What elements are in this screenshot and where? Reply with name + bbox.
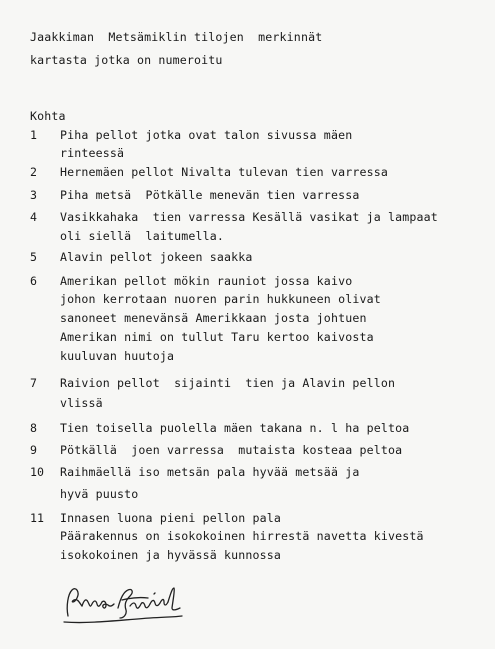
item-text-line: Päärakennus on isokokoinen hirrestä navetta kivestä <box>60 529 424 543</box>
header-line-2: kartasta jotka on numeroitu <box>30 53 223 67</box>
handwritten-signature <box>60 578 210 628</box>
item-text-line: Pötkällä joen varressa mutaista kosteaa peltoa <box>60 443 403 457</box>
item-text-line: oli siellä laitumella. <box>60 229 224 243</box>
item-text-line: kuuluvan huutoja <box>60 349 175 363</box>
item-number: 7 <box>30 376 37 390</box>
item-number: 4 <box>30 210 37 224</box>
item-text-line: Hernemäen pellot Nivalta tulevan tien varressa <box>60 165 388 179</box>
item-text-line: vlissä <box>60 396 103 410</box>
item-text-line: rinteessä <box>60 146 125 160</box>
item-text-line: isokokoinen ja hyvässä kunnossa <box>60 548 282 562</box>
section-label: Kohta <box>30 109 66 123</box>
item-text-line: Piha pellot jotka ovat talon sivussa mäen <box>60 128 353 142</box>
item-number: 2 <box>30 165 37 179</box>
item-text-line: Raivion pellot sijainti tien ja Alavin pellon <box>60 376 396 390</box>
item-number: 5 <box>30 250 37 264</box>
item-text-line: Raihmäellä iso metsän pala hyvää metsää ja <box>60 465 360 479</box>
item-text-line: Tien toisella puolella mäen takana n. l ha peltoa <box>60 421 410 435</box>
item-text-line: johon kerrotaan nuoren parin hukkuneen olivat <box>60 292 381 306</box>
item-text-line: Alavin pellot jokeen saakka <box>60 250 253 264</box>
item-text-line: hyvä puusto <box>60 487 139 501</box>
item-number: 6 <box>30 274 37 288</box>
item-number: 9 <box>30 443 37 457</box>
item-text-line: Amerikan nimi on tullut Taru kertoo kaivosta <box>60 330 374 344</box>
item-number: 8 <box>30 421 37 435</box>
item-text-line: Amerikan pellot mökin rauniot jossa kaivo <box>60 274 353 288</box>
item-number: 11 <box>30 511 44 525</box>
item-text-line: Vasikkahaka tien varressa Kesällä vasikat ja lampaat <box>60 210 438 224</box>
item-text-line: Piha metsä Pötkälle menevän tien varressa <box>60 188 360 202</box>
item-text-line: sanoneet menevänsä Amerikkaan josta johtuen <box>60 311 367 325</box>
item-number: 1 <box>30 128 37 142</box>
item-number: 3 <box>30 188 37 202</box>
item-text-line: Innasen luona pieni pellon pala <box>60 511 282 525</box>
item-number: 10 <box>30 465 44 479</box>
header-line-1: Jaakkiman Metsämiklin tilojen merkinnät <box>30 30 323 44</box>
